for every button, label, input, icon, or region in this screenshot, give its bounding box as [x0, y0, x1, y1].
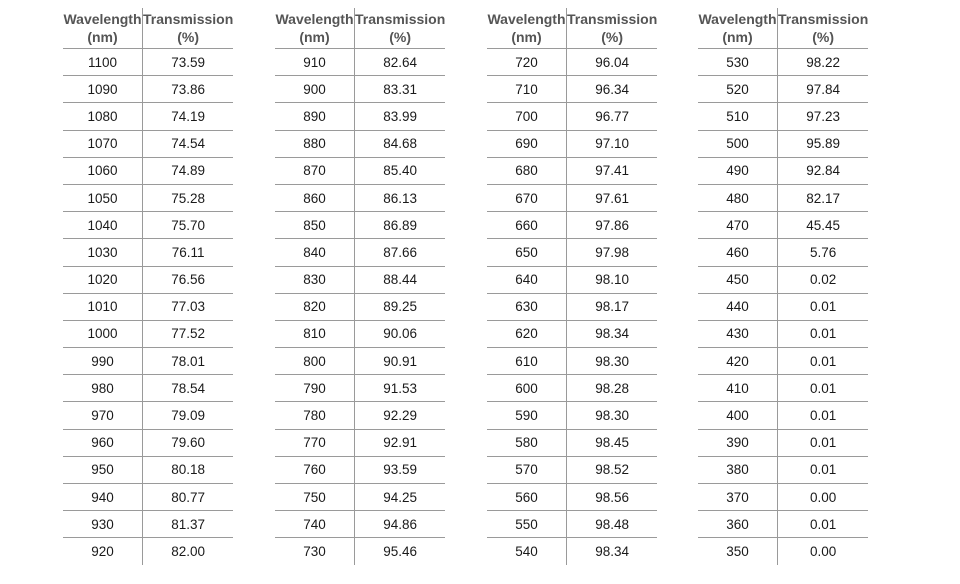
wavelength-cell: 860 — [275, 184, 355, 211]
transmission-cell: 97.41 — [567, 157, 658, 184]
transmission-cell: 87.66 — [355, 239, 446, 266]
transmission-cell: 85.40 — [355, 157, 446, 184]
wavelength-header — [63, 8, 143, 49]
transmission-header — [143, 8, 234, 49]
wavelength-cell: 370 — [698, 484, 778, 511]
transmission-cell: 98.17 — [567, 293, 658, 320]
transmission-header-line: (%) — [389, 29, 412, 45]
wavelength-cell: 530 — [698, 49, 778, 76]
wavelength-cell: 450 — [698, 266, 778, 293]
table-row — [63, 293, 233, 320]
transmission-cell: 92.29 — [355, 402, 446, 429]
wavelength-cell: 940 — [63, 484, 143, 511]
wavelength-header — [487, 8, 567, 49]
wavelength-cell: 700 — [487, 103, 567, 130]
transmission-cell: 98.45 — [567, 429, 658, 456]
table-row — [487, 76, 657, 103]
table-row — [275, 103, 445, 130]
table-row — [275, 429, 445, 456]
table-row — [487, 239, 657, 266]
table-row — [487, 293, 657, 320]
transmission-cell: 94.25 — [355, 484, 446, 511]
wavelength-cell: 420 — [698, 348, 778, 375]
wavelength-cell: 760 — [275, 456, 355, 483]
transmission-header-line: (%) — [812, 29, 835, 45]
transmission-table-1 — [63, 8, 233, 565]
wavelength-cell: 880 — [275, 130, 355, 157]
table-row — [275, 130, 445, 157]
transmission-cell: 79.09 — [143, 402, 234, 429]
table-row — [275, 511, 445, 538]
transmission-cell: 97.84 — [778, 76, 869, 103]
wavelength-header — [275, 8, 355, 49]
table-row — [275, 402, 445, 429]
transmission-cell: 95.46 — [383, 543, 418, 559]
wavelength-cell: 900 — [275, 76, 355, 103]
table-row — [63, 456, 233, 483]
transmission-cell: 98.28 — [567, 375, 658, 402]
transmission-cell: 0.01 — [778, 402, 869, 429]
transmission-cell: 90.06 — [355, 320, 446, 347]
table-row — [487, 538, 657, 565]
table-row — [275, 348, 445, 375]
transmission-header-line: (%) — [177, 29, 200, 45]
wavelength-cell: 1090 — [63, 76, 143, 103]
transmission-cell: 98.48 — [567, 511, 658, 538]
transmission-cell: 83.31 — [355, 76, 446, 103]
wavelength-cell: 670 — [487, 184, 567, 211]
table-row — [487, 511, 657, 538]
transmission-cell: 83.99 — [355, 103, 446, 130]
wavelength-cell: 430 — [698, 320, 778, 347]
transmission-cell: 75.70 — [143, 212, 234, 239]
wavelength-header-line: Wavelength — [63, 11, 142, 27]
table-row — [63, 212, 233, 239]
transmission-header — [778, 8, 869, 49]
wavelength-cell: 1020 — [63, 266, 143, 293]
table-row — [63, 76, 233, 103]
wavelength-cell: 800 — [275, 348, 355, 375]
transmission-cell: 76.11 — [143, 239, 234, 266]
table-row — [275, 320, 445, 347]
transmission-cell: 77.03 — [143, 293, 234, 320]
table-row — [698, 538, 868, 565]
table-row — [63, 538, 233, 565]
table-row — [275, 76, 445, 103]
wavelength-cell: 690 — [487, 130, 567, 157]
transmission-cell: 82.17 — [778, 184, 869, 211]
table-row — [63, 511, 233, 538]
transmission-cell: 98.30 — [567, 402, 658, 429]
wavelength-cell: 920 — [63, 538, 143, 565]
wavelength-cell: 790 — [275, 375, 355, 402]
transmission-cell: 98.30 — [567, 348, 658, 375]
transmission-cell: 92.91 — [355, 429, 446, 456]
header-row — [63, 8, 233, 49]
table-row — [487, 375, 657, 402]
wavelength-cell: 780 — [275, 402, 355, 429]
wavelength-cell: 950 — [63, 456, 143, 483]
transmission-cell: 88.44 — [355, 266, 446, 293]
wavelength-cell: 490 — [698, 157, 778, 184]
transmission-header-line: Transmission — [143, 11, 234, 27]
table-row — [63, 130, 233, 157]
table-row — [63, 239, 233, 266]
wavelength-cell: 640 — [487, 266, 567, 293]
table-row — [698, 484, 868, 511]
transmission-cell: 74.19 — [143, 103, 234, 130]
table-row — [487, 456, 657, 483]
table-row — [698, 402, 868, 429]
transmission-cell: 77.52 — [143, 320, 234, 347]
wavelength-cell: 1080 — [63, 103, 143, 130]
table-row — [698, 511, 868, 538]
transmission-cell: 73.86 — [143, 76, 234, 103]
transmission-cell: 97.98 — [567, 239, 658, 266]
transmission-cell: 89.25 — [355, 293, 446, 320]
table-row — [487, 429, 657, 456]
wavelength-cell: 910 — [275, 49, 355, 76]
wavelength-cell: 970 — [63, 402, 143, 429]
transmission-cell: 86.13 — [355, 184, 446, 211]
transmission-cell: 97.61 — [567, 184, 658, 211]
header-row — [698, 8, 868, 49]
wavelength-cell: 620 — [487, 320, 567, 347]
wavelength-header-line: (nm) — [722, 29, 753, 45]
transmission-cell: 81.37 — [143, 511, 234, 538]
wavelength-cell: 990 — [63, 348, 143, 375]
wavelength-header-line: (nm) — [87, 29, 118, 45]
table-row — [487, 266, 657, 293]
wavelength-cell: 840 — [275, 239, 355, 266]
transmission-cell: 0.01 — [778, 320, 869, 347]
table-row — [487, 402, 657, 429]
wavelength-cell: 770 — [275, 429, 355, 456]
transmission-cell: 78.54 — [143, 375, 234, 402]
table-row — [487, 348, 657, 375]
wavelength-cell: 720 — [487, 49, 567, 76]
transmission-cell: 80.77 — [143, 484, 234, 511]
wavelength-cell: 610 — [487, 348, 567, 375]
table-row — [63, 157, 233, 184]
wavelength-cell: 350 — [698, 538, 778, 565]
wavelength-cell: 1070 — [63, 130, 143, 157]
wavelength-cell: 820 — [275, 293, 355, 320]
wavelength-cell: 1040 — [63, 212, 143, 239]
wavelength-header-line: (nm) — [299, 29, 330, 45]
table-row — [275, 239, 445, 266]
wavelength-cell: 710 — [487, 76, 567, 103]
wavelength-cell: 1010 — [63, 293, 143, 320]
transmission-cell: 82.00 — [171, 543, 206, 559]
table-row — [698, 212, 868, 239]
wavelength-header-line: Wavelength — [698, 11, 777, 27]
transmission-cell: 75.28 — [143, 184, 234, 211]
wavelength-cell: 630 — [487, 293, 567, 320]
wavelength-cell: 830 — [275, 266, 355, 293]
wavelength-cell: 650 — [487, 239, 567, 266]
wavelength-cell: 730 — [275, 538, 355, 565]
transmission-cell: 0.01 — [778, 293, 869, 320]
transmission-cell: 76.56 — [143, 266, 234, 293]
transmission-cell: 86.89 — [355, 212, 446, 239]
transmission-table-4 — [698, 8, 868, 565]
table-row — [275, 456, 445, 483]
transmission-cell: 0.01 — [778, 511, 869, 538]
wavelength-cell: 410 — [698, 375, 778, 402]
transmission-cell: 97.86 — [567, 212, 658, 239]
table-row — [275, 293, 445, 320]
transmission-cell: 94.86 — [355, 511, 446, 538]
wavelength-cell: 1100 — [63, 49, 143, 76]
table-row — [275, 49, 445, 76]
transmission-table-3 — [487, 8, 657, 565]
table-row — [698, 429, 868, 456]
transmission-cell: 97.23 — [778, 103, 869, 130]
table-row — [275, 538, 445, 565]
transmission-cell: 98.34 — [567, 320, 658, 347]
transmission-table-2 — [275, 8, 445, 565]
wavelength-cell: 460 — [698, 239, 778, 266]
table-row — [487, 320, 657, 347]
transmission-cell: 97.10 — [567, 130, 658, 157]
table-row — [63, 348, 233, 375]
transmission-cell: 96.04 — [567, 49, 658, 76]
wavelength-cell: 680 — [487, 157, 567, 184]
transmission-header-line: (%) — [601, 29, 624, 45]
wavelength-header-line: (nm) — [511, 29, 542, 45]
transmission-cell: 84.68 — [355, 130, 446, 157]
transmission-cell: 98.22 — [778, 49, 869, 76]
transmission-header-line: Transmission — [567, 11, 658, 27]
transmission-cell: 45.45 — [778, 212, 869, 239]
table-row — [698, 130, 868, 157]
wavelength-cell: 360 — [698, 511, 778, 538]
wavelength-cell: 400 — [698, 402, 778, 429]
table-row — [63, 429, 233, 456]
transmission-cell: 0.01 — [778, 456, 869, 483]
transmission-cell: 0.01 — [778, 429, 869, 456]
wavelength-cell: 870 — [275, 157, 355, 184]
table-row — [698, 103, 868, 130]
wavelength-cell: 890 — [275, 103, 355, 130]
transmission-cell: 96.34 — [567, 76, 658, 103]
transmission-cell: 95.89 — [778, 130, 869, 157]
transmission-cell: 78.01 — [143, 348, 234, 375]
transmission-cell: 80.18 — [143, 456, 234, 483]
table-row — [698, 239, 868, 266]
table-row — [698, 157, 868, 184]
table-row — [487, 103, 657, 130]
table-row — [698, 456, 868, 483]
wavelength-header — [698, 8, 778, 49]
transmission-cell: 0.00 — [778, 484, 869, 511]
wavelength-cell: 1050 — [63, 184, 143, 211]
transmission-cell: 96.77 — [567, 103, 658, 130]
transmission-cell: 98.56 — [567, 484, 658, 511]
transmission-cell: 91.53 — [355, 375, 446, 402]
wavelength-cell: 750 — [275, 484, 355, 511]
table-row — [63, 402, 233, 429]
wavelength-cell: 570 — [487, 456, 567, 483]
transmission-cell: 73.59 — [143, 49, 234, 76]
table-row — [487, 484, 657, 511]
wavelength-header-line: Wavelength — [275, 11, 354, 27]
table-row — [698, 266, 868, 293]
table-row — [275, 484, 445, 511]
transmission-cell: 98.10 — [567, 266, 658, 293]
wavelength-cell: 540 — [487, 538, 567, 565]
table-row — [698, 293, 868, 320]
table-row — [487, 130, 657, 157]
table-row — [698, 184, 868, 211]
transmission-cell: 74.54 — [143, 130, 234, 157]
wavelength-cell: 440 — [698, 293, 778, 320]
table-row — [63, 484, 233, 511]
wavelength-cell: 510 — [698, 103, 778, 130]
table-row — [275, 266, 445, 293]
transmission-cell: 79.60 — [143, 429, 234, 456]
transmission-cell: 98.34 — [595, 543, 630, 559]
transmission-header — [567, 8, 658, 49]
transmission-header — [355, 8, 446, 49]
table-row — [698, 375, 868, 402]
table-row — [275, 184, 445, 211]
wavelength-cell: 660 — [487, 212, 567, 239]
transmission-header-line: Transmission — [778, 11, 869, 27]
transmission-cell: 82.64 — [355, 49, 446, 76]
table-row — [63, 266, 233, 293]
transmission-cell: 0.01 — [778, 348, 869, 375]
wavelength-cell: 590 — [487, 402, 567, 429]
header-row — [487, 8, 657, 49]
wavelength-cell: 1000 — [63, 320, 143, 347]
header-row — [275, 8, 445, 49]
transmission-cell: 90.91 — [355, 348, 446, 375]
wavelength-cell: 550 — [487, 511, 567, 538]
wavelength-cell: 390 — [698, 429, 778, 456]
wavelength-cell: 500 — [698, 130, 778, 157]
transmission-header-line: Transmission — [355, 11, 446, 27]
table-row — [698, 76, 868, 103]
table-row — [487, 157, 657, 184]
wavelength-cell: 470 — [698, 212, 778, 239]
table-row — [63, 103, 233, 130]
wavelength-cell: 1060 — [63, 157, 143, 184]
wavelength-cell: 740 — [275, 511, 355, 538]
wavelength-cell: 850 — [275, 212, 355, 239]
transmission-cell: 5.76 — [778, 239, 869, 266]
wavelength-cell: 560 — [487, 484, 567, 511]
table-row — [698, 49, 868, 76]
transmission-cell: 92.84 — [778, 157, 869, 184]
table-row — [63, 375, 233, 402]
transmission-cell: 0.02 — [778, 266, 869, 293]
transmission-cell: 0.01 — [778, 375, 869, 402]
table-row — [698, 320, 868, 347]
wavelength-cell: 380 — [698, 456, 778, 483]
wavelength-cell: 580 — [487, 429, 567, 456]
table-row — [63, 49, 233, 76]
transmission-cell: 0.00 — [809, 543, 837, 559]
table-row — [63, 184, 233, 211]
wavelength-cell: 960 — [63, 429, 143, 456]
transmission-cell: 74.89 — [143, 157, 234, 184]
wavelength-cell: 600 — [487, 375, 567, 402]
table-row — [63, 320, 233, 347]
table-row — [698, 348, 868, 375]
wavelength-cell: 980 — [63, 375, 143, 402]
wavelength-cell: 930 — [63, 511, 143, 538]
table-row — [487, 212, 657, 239]
wavelength-cell: 810 — [275, 320, 355, 347]
wavelength-cell: 1030 — [63, 239, 143, 266]
wavelength-header-line: Wavelength — [487, 11, 566, 27]
table-row — [275, 157, 445, 184]
table-row — [487, 184, 657, 211]
table-row — [275, 212, 445, 239]
table-row — [487, 49, 657, 76]
table-row — [275, 375, 445, 402]
wavelength-cell: 480 — [698, 184, 778, 211]
transmission-cell: 93.59 — [355, 456, 446, 483]
wavelength-cell: 520 — [698, 76, 778, 103]
transmission-cell: 98.52 — [567, 456, 658, 483]
